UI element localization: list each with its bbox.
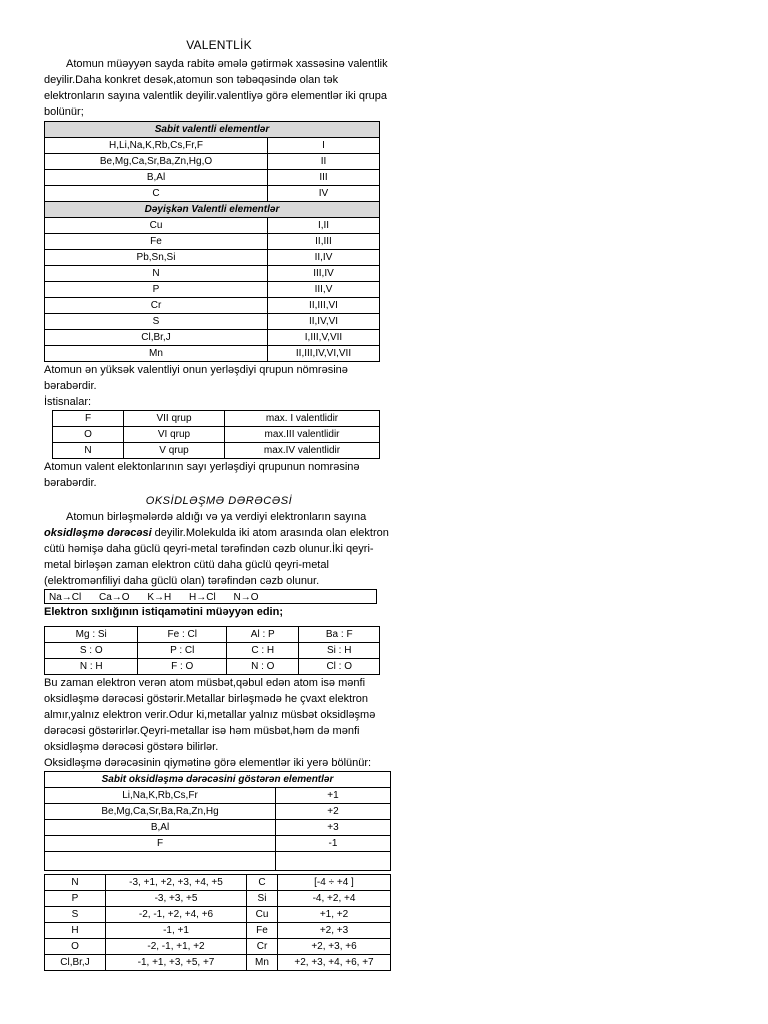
intro-paragraph: Atomun müəyyən sayda rabitə əmələ gətirmək xassəsinə valentlik deyilir.Daha konkret desək,atomun son təbəqəsində olan tək elektronların sayına valentlik deyilir.valentliyə görə elementlər iki qrupa bolünür;	[44, 58, 388, 118]
page-title: VALENTLİK	[186, 38, 252, 52]
document-page	[44, 38, 394, 971]
section-title: OKSİDLƏŞMƏ DƏRƏCƏSİ	[145, 495, 293, 507]
task-heading: Elektron sıxlığının istiqamətini müəyyən edin;	[44, 606, 283, 618]
table-row: S : O P : Cl C : H Si : H	[45, 643, 380, 659]
pairs-table	[44, 626, 380, 675]
table-row: S -2, -1, +2, +4, +6 Cu +1, +2	[45, 907, 391, 923]
table-row: Mn II,III,IV,VI,VII	[45, 346, 380, 362]
table-header: Dəyişkən Valentli elementlər	[45, 202, 380, 218]
fixed-oxidation-table	[44, 771, 391, 871]
table-row: N V qrup max.IV valentlidir	[53, 443, 380, 459]
table-row: F VII qrup max. I valentlidir	[53, 411, 380, 427]
table-row: Pb,Sn,Si II,IV	[45, 250, 380, 266]
oxidation-paragraph-2: Bu zaman elektron verən atom müsbət,qəbul edən atom isə mənfi oksidləşmə dərəcəsi göstərir.Metallar birləşmədə he çvaxt elektron almır,yalnız elektron verir.Odur ki,metallar yalnız müsbət oksidləşmə dərəcəsi göstərirlər.Qeyri-metallar isə həm müsbət,həm də mənfi oksidləşmə dərəcəsi göstərə bilirlər.	[44, 677, 376, 753]
table-row: Mg : Si Fe : Cl Al : P Ba : F	[45, 627, 380, 643]
table-row: S II,IV,VI	[45, 314, 380, 330]
table-row: Cu I,II	[45, 218, 380, 234]
table-row: F -1	[45, 836, 391, 852]
highlighted-term: oksidləşmə dərəcəsi	[44, 527, 152, 539]
oxidation-paragraph: Atomun birləşmələrdə aldığı və ya verdiyi elektronların sayına oksidləşmə dərəcəsi deyilir.Molekulda iki atom arasında olan elektron cütü həmişə daha güclü qeyri-metal tərəfindən cəzb olunur.İki qeyri-metal birləşən zaman elektron cütü daha güclü qeyri-metal (elektromənfiliyi daha güclü olan) tərəfindən cəzb olunur.	[44, 511, 389, 587]
table-row: N -3, +1, +2, +3, +4, +5 C [-4 ÷ +4 ]	[45, 875, 391, 891]
variable-oxidation-table	[44, 874, 391, 971]
table-row: H,Li,Na,K,Rb,Cs,Fr,F I	[45, 138, 380, 154]
table-row: H -1, +1 Fe +2, +3	[45, 923, 391, 939]
fixed-valence-table	[44, 121, 380, 362]
table-row: N III,IV	[45, 266, 380, 282]
table-row: O VI qrup max.III valentlidir	[53, 427, 380, 443]
table-row: Cl,Br,J -1, +1, +3, +5, +7 Mn +2, +3, +4, +6, +7	[45, 955, 391, 971]
electron-direction-examples: Na→Cl Ca→O K→H H→Cl N→O	[44, 589, 377, 604]
table-row: N : H F : O N : O Cl : O	[45, 659, 380, 675]
exceptions-table	[52, 410, 380, 459]
table-header: Sabit valentli elementlər	[45, 122, 380, 138]
table-row: B,Al +3	[45, 820, 391, 836]
oxidation-split-text: Oksidləşmə dərəcəsinin qiymətinə görə elementlər iki yerə bölünür:	[44, 757, 372, 769]
table-row: P III,V	[45, 282, 380, 298]
table-row: C IV	[45, 186, 380, 202]
table-header: Sabit oksidləşmə dərəcəsini göstərən elementlər	[45, 772, 391, 788]
table-row: Be,Mg,Ca,Sr,Ba,Zn,Hg,O II	[45, 154, 380, 170]
table-row: Li,Na,K,Rb,Cs,Fr +1	[45, 788, 391, 804]
table-row: B,Al III	[45, 170, 380, 186]
table-row: Fe II,III	[45, 234, 380, 250]
valent-electrons-text: Atomun valent elektonlarının sayı yerləşdiyi qrupunun nomrəsinə bərabərdir.	[44, 461, 360, 489]
exceptions-label: İstisnalar:	[44, 396, 92, 408]
table-row: Cr II,III,VI	[45, 298, 380, 314]
table-row	[45, 852, 391, 871]
table-row: Be,Mg,Ca,Sr,Ba,Ra,Zn,Hg +2	[45, 804, 391, 820]
table-row: Cl,Br,J I,III,V,VII	[45, 330, 380, 346]
table-row: O -2, -1, +1, +2 Cr +2, +3, +6	[45, 939, 391, 955]
table-row: P -3, +3, +5 Si -4, +2, +4	[45, 891, 391, 907]
max-valence-text: Atomun ən yüksək valentliyi onun yerləşdiyi qrupun nömrəsinə bərabərdir.	[44, 364, 348, 392]
